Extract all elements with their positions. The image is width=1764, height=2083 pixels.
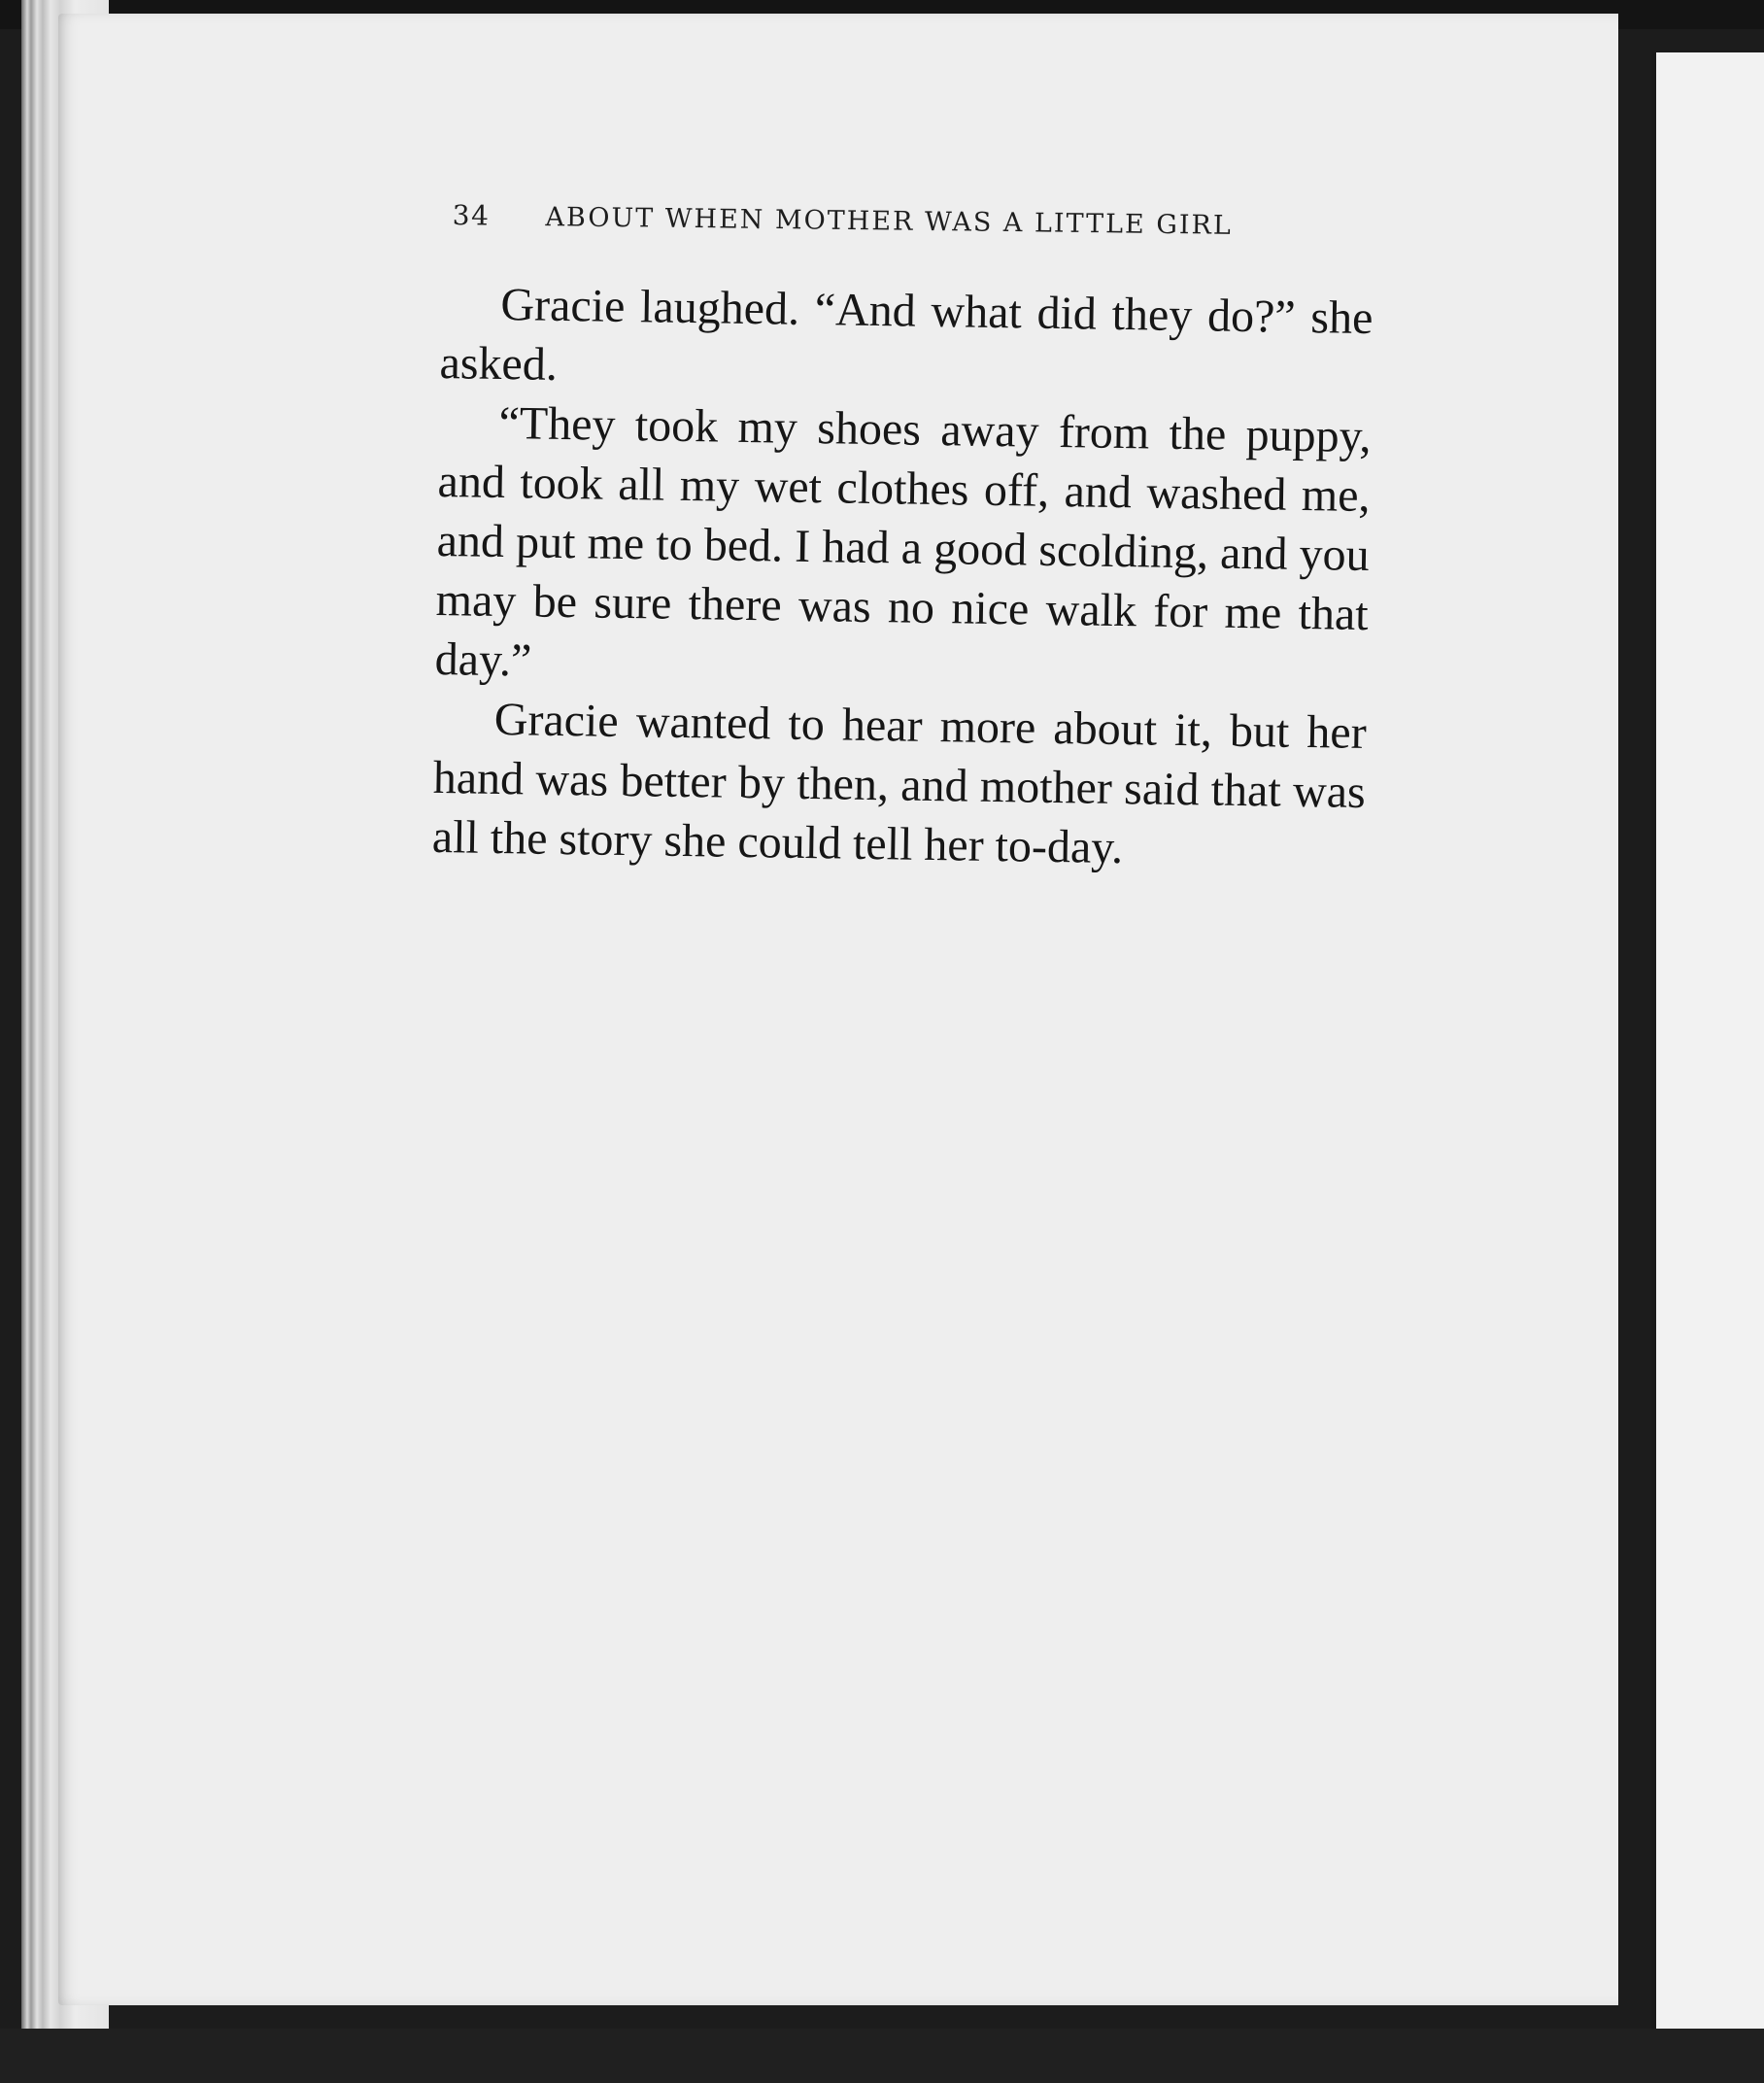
scan-background-bottom xyxy=(0,2029,1764,2083)
paragraph: Gracie laughed. “And what did they do?” she asked. xyxy=(439,278,1374,391)
running-title: ABOUT WHEN MOTHER WAS A LITTLE GIRL xyxy=(545,202,1233,241)
body-text xyxy=(431,274,1373,881)
facing-page-edge xyxy=(1651,52,1764,2034)
page-number: 34 xyxy=(452,198,491,232)
paragraph: Gracie wanted to hear more about it, but her hand was better by then, and mother said that was all the story she could tell her to-day. xyxy=(431,693,1368,874)
paragraph: “They took my shoes away from the puppy, and took all my wet clothes off, and washed me, and put me to bed. I had a good scolding, and you may be sure there was no nice walk for me that day.” xyxy=(434,396,1372,687)
